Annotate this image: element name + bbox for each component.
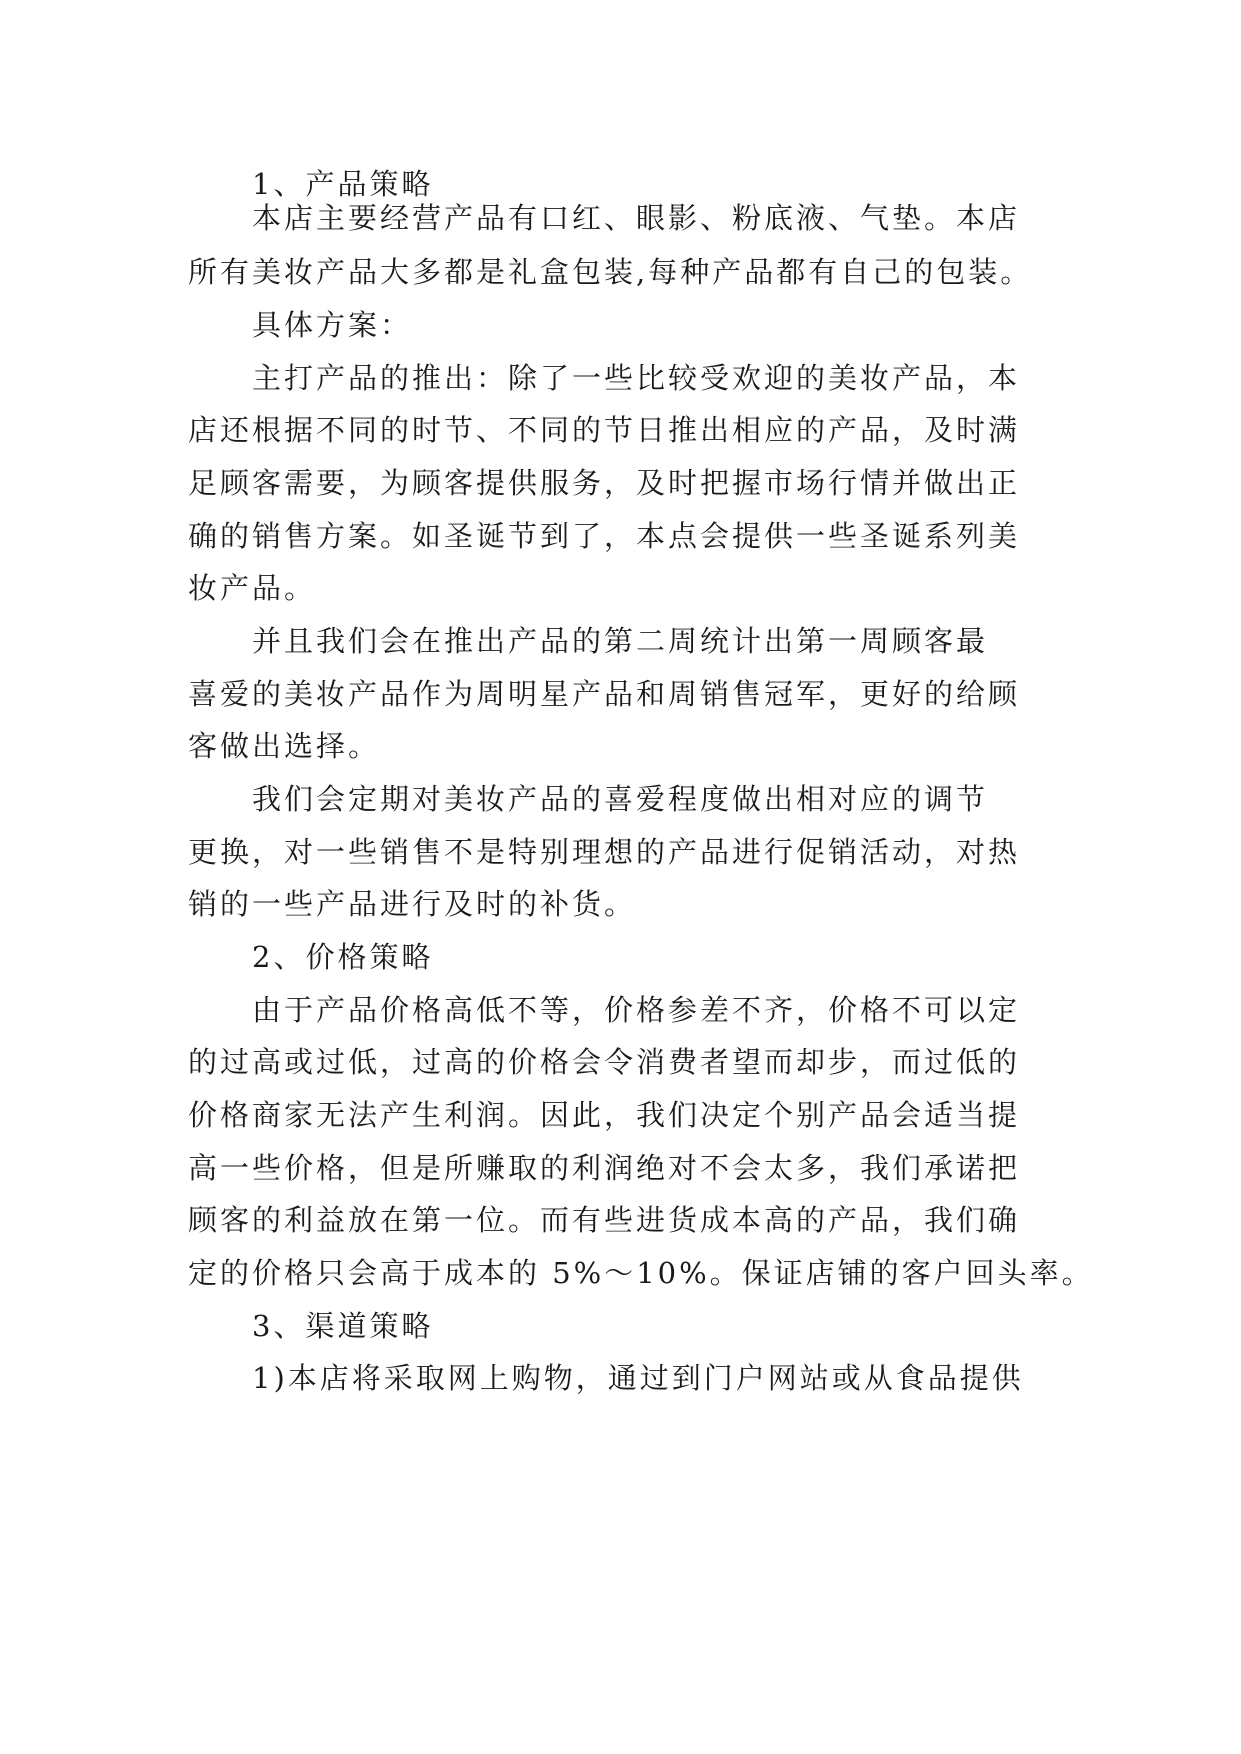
paragraph-line: 顾客的利益放在第一位。而有些进货成本高的产品，我们确 <box>188 1203 1021 1237</box>
paragraph-line: 本店主要经营产品有口红、眼影、粉底液、气垫。本店 <box>252 201 1021 235</box>
section-heading-channel-strategy: 3、渠道策略 <box>252 1309 434 1343</box>
paragraph-line: 客做出选择。 <box>188 729 381 763</box>
paragraph-line: 更换，对一些销售不是特别理想的产品进行促销活动，对热 <box>188 835 1021 869</box>
subheading-specific-plan: 具体方案： <box>252 308 413 342</box>
paragraph-line: 的过高或过低，过高的价格会令消费者望而却步，而过低的 <box>188 1045 1021 1079</box>
paragraph-line: 店还根据不同的时节、不同的节日推出相应的产品，及时满 <box>188 413 1021 447</box>
paragraph-line: 定的价格只会高于成本的 5%～10%。保证店铺的客户回头率。 <box>188 1256 1094 1290</box>
paragraph-line: 所有美妆产品大多都是礼盒包装,每种产品都有自己的包装。 <box>188 255 1033 289</box>
section-heading-product-strategy: 1、产品策略 <box>252 167 434 201</box>
paragraph-line: 我们会定期对美妆产品的喜爱程度做出相对应的调节 <box>252 782 989 816</box>
paragraph-line: 由于产品价格高低不等，价格参差不齐，价格不可以定 <box>252 993 1021 1027</box>
paragraph-line: 足顾客需要，为顾客提供服务，及时把握市场行情并做出正 <box>188 466 1021 500</box>
paragraph-line: 确的销售方案。如圣诞节到了，本点会提供一些圣诞系列美 <box>188 519 1021 553</box>
paragraph-line: 销的一些产品进行及时的补货。 <box>188 887 637 921</box>
paragraph-line: 价格商家无法产生利润。因此，我们决定个别产品会适当提 <box>188 1098 1021 1132</box>
section-heading-price-strategy: 2、价格策略 <box>252 940 434 974</box>
paragraph-line: 并且我们会在推出产品的第二周统计出第一周顾客最 <box>252 624 989 658</box>
paragraph-line: 喜爱的美妆产品作为周明星产品和周销售冠军，更好的给顾 <box>188 677 1021 711</box>
paragraph-line: 主打产品的推出：除了一些比较受欢迎的美妆产品，本 <box>252 361 1021 395</box>
paragraph-line: 1)本店将采取网上购物，通过到门户网站或从食品提供 <box>252 1361 1024 1395</box>
paragraph-line: 妆产品。 <box>188 571 317 605</box>
paragraph-line: 高一些价格，但是所赚取的利润绝对不会太多，我们承诺把 <box>188 1151 1021 1185</box>
